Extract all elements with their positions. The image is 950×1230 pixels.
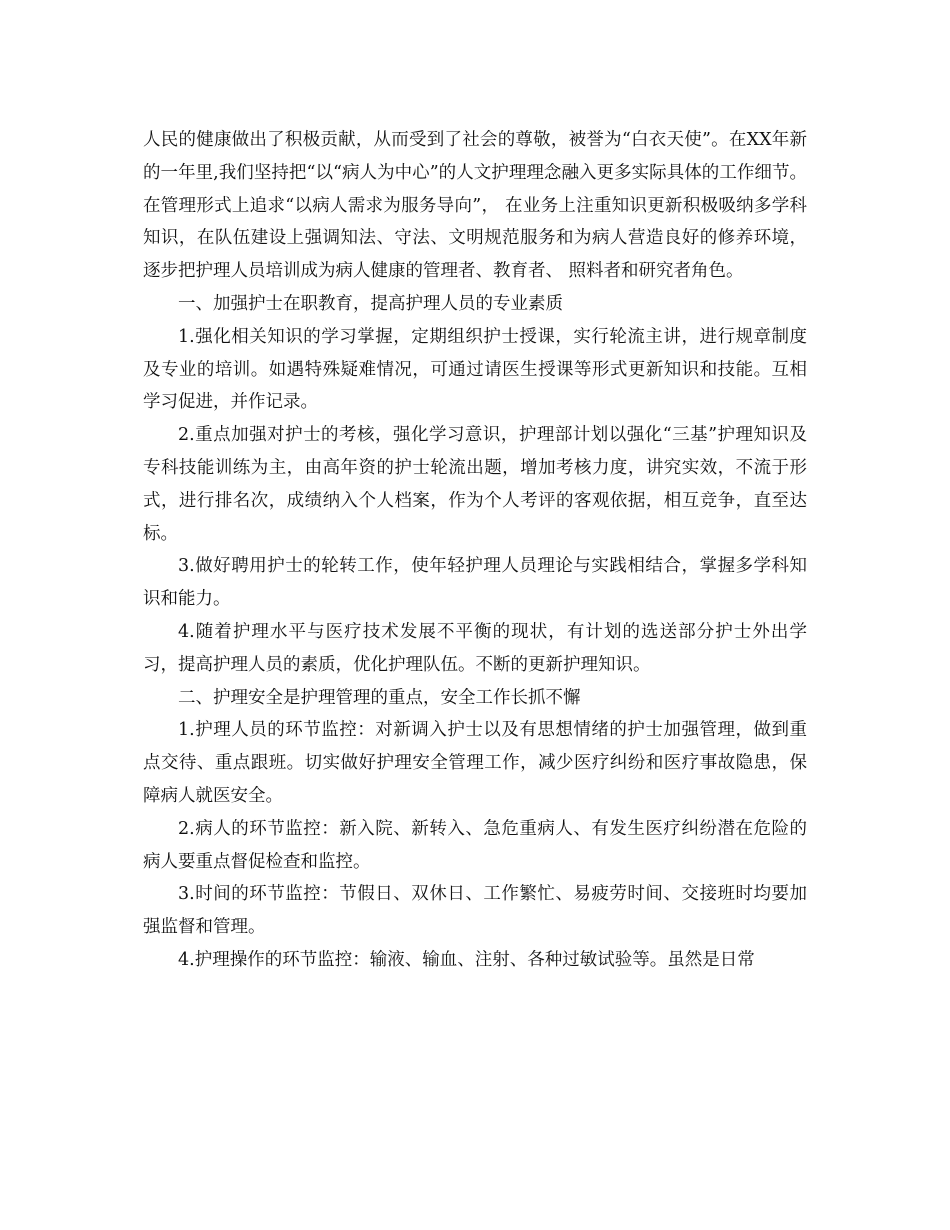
list-item: 1.强化相关知识的学习掌握，定期组织护士授课，实行轮流主讲，进行规章制度及专业的培训。如遇特殊疑难情况，可通过请医生授课等形式更新知识和技能。互相学习促进，并作记录。 (143, 326, 807, 413)
body-paragraph: 人民的健康做出了积极贡献，从而受到了社会的尊敬，被誉为“白衣天使”。在XX年新的一年里,我们坚持把“以“病人为中心”的人文护理理念融入更多实际具体的工作细节。在管理形式上追求“以病人需求为服务导向”， 在业务上注重知识更新积极吸纳多学科知识，在队伍建设上强调知法、守法、文明规范服务和为病人营造良好的修养环境， 逐步把护理人员培训成为病人健康的管理者、教育者、 照料者和研究者角色。 (143, 130, 807, 282)
document-body (143, 124, 807, 977)
list-item: 4.随着护理水平与医疗技术发展不平衡的现状，有计划的选送部分护士外出学习，提高护理人员的素质，优化护理队伍。不断的更新护理知识。 (143, 621, 807, 675)
section-heading-2: 二、护理安全是护理管理的重点，安全工作长抓不懈 (178, 687, 581, 708)
list-item: 3.做好聘用护士的轮转工作，使年轻护理人员理论与实践相结合，掌握多学科知识和能力。 (143, 556, 807, 610)
list-item: 4.护理操作的环节监控：输液、输血、注射、各种过敏试验等。虽然是日常 (178, 949, 755, 970)
section-heading-1: 一、加强护士在职教育，提高护理人员的专业素质 (178, 293, 563, 314)
list-item: 3.时间的环节监控：节假日、双休日、工作繁忙、易疲劳时间、交接班时均要加强监督和管理。 (143, 884, 807, 938)
list-item: 2.病人的环节监控：新入院、新转入、急危重病人、有发生医疗纠纷潜在危险的病人要重点督促检查和监控。 (143, 818, 807, 872)
list-item: 1.护理人员的环节监控：对新调入护士以及有思想情绪的护士加强管理，做到重点交待、重点跟班。切实做好护理安全管理工作，减少医疗纠纷和医疗事故隐患，保障病人就医安全。 (143, 720, 807, 806)
list-item: 2.重点加强对护士的考核，强化学习意识，护理部计划以强化“三基”护理知识及专科技能训练为主，由高年资的护士轮流出题，增加考核力度，讲究实效，不流于形式，进行排名次，成绩纳入个人档案，作为个人考评的客观依据，相互竞争，直至达标。 (143, 425, 807, 544)
